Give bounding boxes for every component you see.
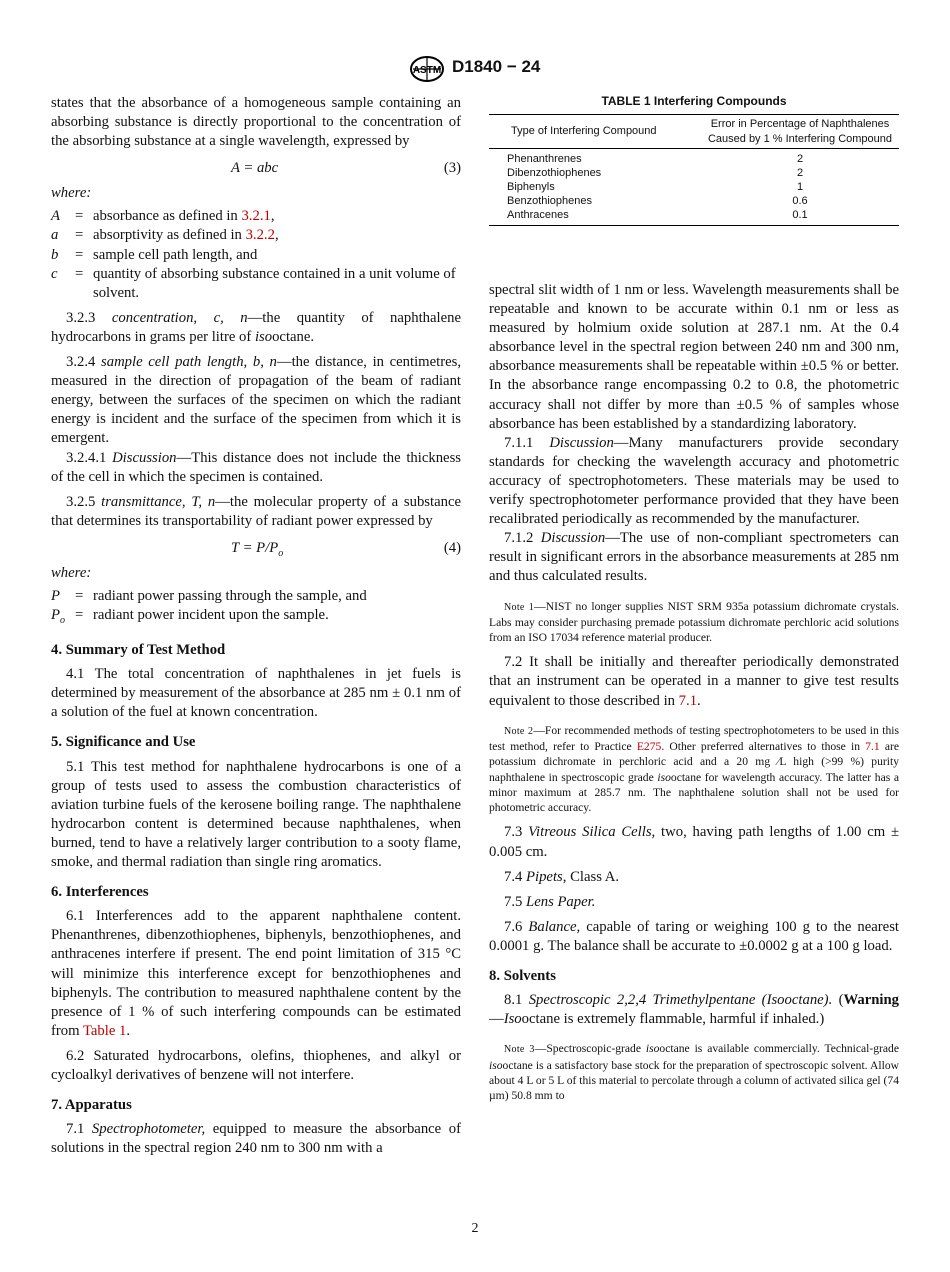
section-3-2-4: 3.2.4 sample cell path length, b, n—the distance, in centimetres, measured in the direction of propagation of the beam of radiant energy, between the surfaces of the specimen on which the radiant energy is incident and the surface of the specimen from which it is emergent.	[51, 354, 462, 447]
section-6-2: 6.2 Saturated hydrocarbons, olefins, thiophenes, and alkyl or cycloalkyl derivatives of benzene will not interfere.	[51, 1047, 461, 1083]
note-1: Note 1—NIST no longer supplies NIST SRM 935a potassium dichromate crystals. Labs may consider purchasing premade potassium dichromate perchloric acid solutions from an ISO 17034 reference material producer.	[489, 599, 899, 645]
note-2: Note 2—For recommended methods of testing spectrophotometers to be used in this test method, refer to Practice E275. Other preferred alternatives to those in 7.1 are potassium dichromate in perchloric acid and a 20 mg ⁄L high (>99 %) purity naphthalene in spectroscopic grade isooctane for wavelength accuracy. The latter has a minor maximum at 285.7 nm. The naphthalene solution shall not be used for photometric accuracy.	[489, 723, 900, 815]
definition-item: A = absorbance as defined in 3.2.1,	[51, 207, 461, 226]
definition-item: c = quantity of absorbing substance contained in a unit volume of solvent.	[51, 265, 461, 303]
interfering-compounds-table	[489, 114, 899, 226]
definition-list-1	[51, 207, 461, 302]
document-number: D1840 − 24	[452, 57, 541, 76]
definition-item: $P_o$ = radiant power incident upon the sample.	[51, 606, 461, 630]
section-heading-5: 5. Significance and Use	[51, 734, 196, 751]
section-7-1-2: 7.1.2 Discussion—The use of non-compliant spectrometers can result in significant errors in the absorbance measurements at 285 nm and thus calculated results.	[489, 530, 899, 585]
section-6-1: 6.1 Interferences add to the apparent naphthalene content. Phenanthrenes, dibenzothiophenes, biphenyls, benzothiophenes, and anthracenes interfere if present. The end point limitation of 315 °C will minimize this interference except for benzothiophenes and biphenyls. The contribution to measured naphthalene content by the presence of 1 % of such interfering compounds can be estimated from Table 1.	[51, 908, 461, 1039]
column-header-compound: Type of Interfering Compound	[489, 115, 701, 149]
section-heading-8: 8. Solvents	[489, 968, 556, 985]
where-label: where:	[51, 564, 92, 581]
table-row: Biphenyls 1	[507, 181, 804, 193]
section-7-5: 7.5 Lens Paper.	[504, 893, 596, 910]
column-header-error: Error in Percentage of Naphthalenes Caused by 1 % Interfering Compound	[701, 115, 899, 149]
section-3-2-3: 3.2.3 concentration, c, n—the quantity of naphthalene hydrocarbons in grams per litre of isooctane.	[51, 309, 461, 345]
link-3-2-2[interactable]: 3.2.2	[245, 227, 275, 244]
section-3-2-4-1: 3.2.4.1 Discussion—This distance does not include the thickness of the cell in which the specimen is contained.	[51, 449, 461, 485]
section-7-1-1: 7.1.1 Discussion—Many manufacturers provide secondary standards for checking the wavelength accuracy and photometric accuracy of spectrophotometers. These materials may be used to verify spectrophotometer performance provided that they have been recalibrated periodically as recommended by the manufacturer.	[489, 434, 899, 528]
definition-symbol: $P_o$	[51, 607, 65, 626]
definition-item: P = radiant power passing through the sample, and	[51, 587, 461, 606]
link-3-2-1[interactable]: 3.2.1	[241, 208, 271, 225]
section-3-2-5: 3.2.5 transmittance, T, n—the molecular property of a substance that determines its transportability of radiant power expressed by	[51, 493, 462, 529]
definition-item: a = absorptivity as defined in 3.2.2,	[51, 226, 461, 245]
table-row: Benzothiophenes 0.6	[507, 195, 808, 207]
equation-3	[51, 159, 461, 178]
paragraph-intro: states that the absorbance of a homogeneous sample containing an absorbing substance is directly proportional to the concentration of the absorbing substance at a single wavelength, expressed by	[51, 95, 461, 150]
equation-formula: A = abc	[231, 160, 279, 177]
section-7-6: 7.6 Balance, capable of taring or weighing 100 g to the nearest 0.0001 g. The balance shall be accurate to ±0.0002 g at a 100 g load.	[489, 918, 899, 954]
link-table-1[interactable]: Table 1	[82, 1022, 127, 1039]
table-row: Phenanthrenes 2	[507, 153, 804, 165]
definition-list-2	[51, 587, 461, 630]
definition-symbol: P	[51, 587, 60, 604]
section-heading-6: 6. Interferences	[51, 884, 149, 901]
section-heading-7: 7. Apparatus	[51, 1097, 132, 1114]
link-7-1[interactable]: 7.1	[678, 692, 698, 709]
equation-4	[51, 539, 461, 558]
definition-symbol: c	[51, 265, 58, 282]
section-7-1: 7.1 Spectrophotometer, equipped to measure the absorbance of solutions in the spectral region 240 nm to 300 nm with a	[51, 1121, 461, 1157]
section-7-4: 7.4 Pipets, Class A.	[504, 868, 620, 885]
equation-formula: $T = P/P_o$	[231, 539, 284, 559]
page-number: 2	[471, 1221, 479, 1236]
table-row: Anthracenes 0.1	[507, 209, 808, 221]
section-7-1-continued: spectral slit width of 1 nm or less. Wavelength measurements shall be repeatable and known to be accurate within 0.1 nm or less as measured by holmium oxide solution at 287.1 nm. At the 0.4 absorbance level in the spectral region between 240 nm and 300 nm, absorbance measurements shall be repeatable within ±0.5 % or better. In the absorbance range encompassing 0.2 to 0.8, the photometric accuracy shall not differ by more than ±0.5 % of samples whose absorbance has been established by a standardizing laboratory.	[489, 282, 899, 432]
page-header	[0, 56, 950, 84]
definition-symbol: A	[51, 208, 60, 225]
table-1	[489, 93, 899, 226]
note-3: Note 3—Spectroscopic-grade isooctane is available commercially. Technical-grade isooctane is a satisfactory base stock for the preparation of spectroscopic solvent. Allow about 4 L or 5 L of this material to percolate through a column of activated silica gel (74 µm) 50.8 mm to	[489, 1042, 900, 1103]
svg-text:ASTM: ASTM	[412, 65, 442, 76]
section-8-1: 8.1 Spectroscopic 2,2,4 Trimethylpentane (Isooctane). (Warning—Isooctane is extremely flammable, harmful if inhaled.)	[489, 992, 899, 1028]
right-column	[489, 281, 899, 1111]
equation-number: (4)	[443, 539, 461, 556]
astm-logo-icon	[409, 56, 445, 82]
definition-symbol: a	[51, 227, 59, 244]
table-title: TABLE 1 Interfering Compounds	[601, 94, 787, 108]
section-heading-4: 4. Summary of Test Method	[51, 642, 226, 659]
link-7-1[interactable]: 7.1	[865, 739, 880, 753]
section-7-3: 7.3 Vitreous Silica Cells, two, having path lengths of 1.00 cm ± 0.005 cm.	[489, 824, 900, 860]
left-column	[51, 94, 461, 1158]
table-row: Dibenzothiophenes 2	[507, 167, 804, 179]
table-header-row	[489, 115, 899, 149]
section-7-2: 7.2 It shall be initially and thereafter periodically demonstrated that an instrument can be operated in a manner to give test results equivalent to those described in 7.1.	[489, 654, 899, 709]
section-4-1: 4.1 The total concentration of naphthalenes in jet fuels is determined by measurement of the absorbance at 285 nm ± 0.1 nm of a solution of the fuel at known concentration.	[51, 666, 461, 721]
where-label: where:	[51, 185, 92, 202]
equation-number: (3)	[443, 160, 461, 177]
section-5-1: 5.1 This test method for naphthalene hydrocarbons is one of a group of tests used to assess the combustion characteristics of aviation turbine fuels of the kerosene boiling range. The naphthalene hydrocarbon content is determined because naphthalenes, when burned, tend to have a relatively larger contribution to a sooty flame, smoke, and thermal radiation than single ring aromatics.	[51, 758, 461, 871]
link-e275[interactable]: E275	[636, 739, 662, 753]
definition-symbol: b	[51, 246, 59, 263]
definition-item: b = sample cell path length, and	[51, 246, 461, 265]
